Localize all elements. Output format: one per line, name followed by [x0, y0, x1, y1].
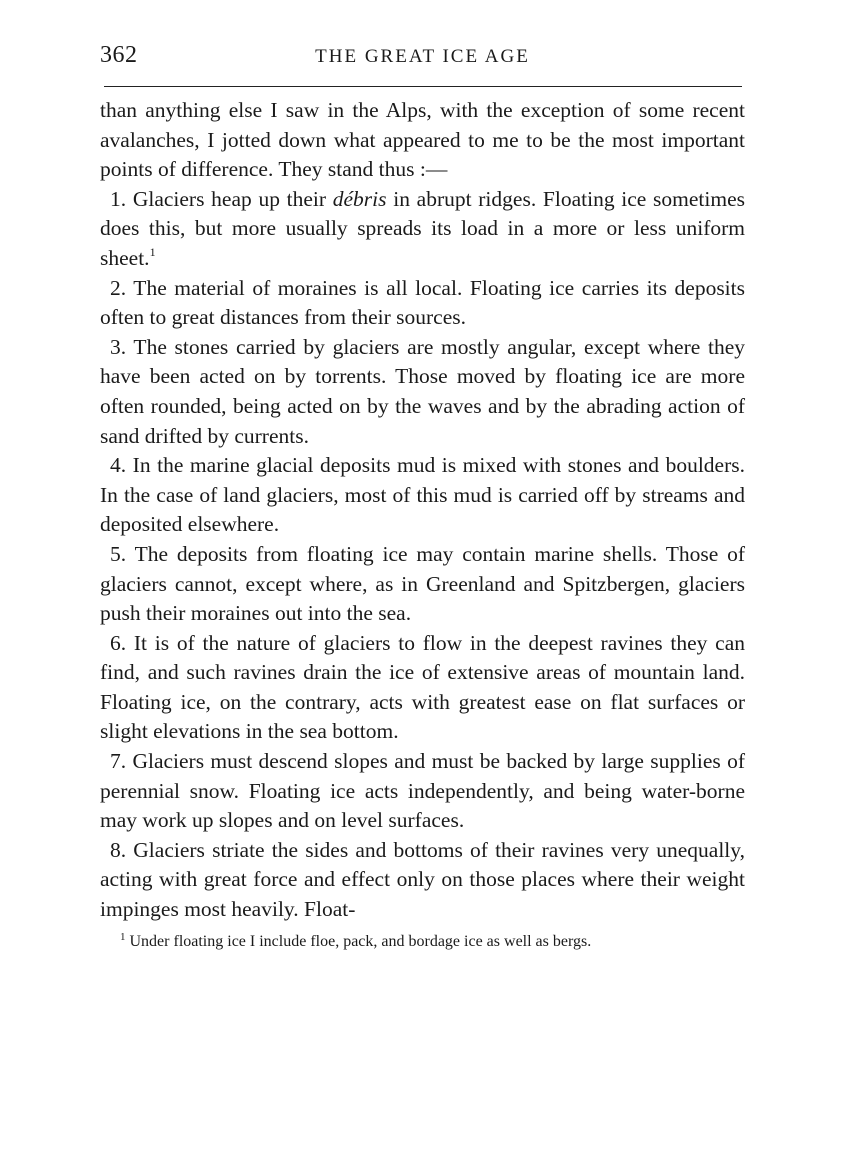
- book-page: [100, 42, 745, 969]
- point-7: 7. Glaciers must descend slopes and must be backed by large supplies of perennial snow. Floating ice acts independently, and being water-borne may work up slopes and on level surfaces.: [100, 749, 745, 833]
- running-title: THE GREAT ICE AGE: [315, 46, 530, 67]
- point-8: 8. Glaciers striate the sides and bottoms of their ravines very unequally, acting with great force and effect only on those places where their weight impinges most heavily. Float-: [100, 837, 745, 922]
- point-1-text-end: in abrupt ridges. Floating ice sometimes does this, but more usually spreads its load in a more or less uniform sheet.: [100, 186, 745, 270]
- running-head: [100, 42, 745, 72]
- footnote: [100, 931, 745, 953]
- point-1-text: 1. Glaciers heap up their: [110, 186, 333, 211]
- point-3: 3. The stones carried by glaciers are mostly angular, except where they have been acted on by torrents. Those moved by floating ice are more often rounded, being acted on by the waves and by the abrading action of sand drifted by currents.: [100, 334, 745, 448]
- point-1-italic: débris: [332, 186, 387, 211]
- point-4: 4. In the marine glacial deposits mud is mixed with stones and boulders. In the case of land glaciers, most of this mud is carried off by streams and deposited elsewhere.: [100, 453, 745, 537]
- footnote-text: Under floating ice I include floe, pack, and bordage ice as well as bergs.: [125, 932, 592, 950]
- point-6: 6. It is of the nature of glaciers to flow in the deepest ravines they can find, and such ravines drain the ice of extensive areas of mountain land. Floating ice, on the contrary, acts with greatest ease on flat surfaces or slight elevations in the sea bottom.: [100, 630, 745, 744]
- point-1: [100, 185, 745, 274]
- footnote-reference: 1: [149, 244, 156, 259]
- body-text: [100, 96, 745, 925]
- point-2: 2. The material of moraines is all local. Floating ice carries its deposits often to great distances from their sources.: [100, 275, 745, 330]
- header-rule: [104, 86, 742, 87]
- point-5: 5. The deposits from floating ice may contain marine shells. Those of glaciers cannot, except where, as in Greenland and Spitzbergen, glaciers push their moraines out into the sea.: [100, 541, 745, 626]
- footnote-marker: 1: [120, 930, 126, 943]
- lead-paragraph: than anything else I saw in the Alps, with the exception of some recent avalanches, I jotted down what appeared to me to be the most important points of difference. They stand thus :—: [100, 98, 745, 182]
- page-number: 362: [100, 42, 138, 68]
